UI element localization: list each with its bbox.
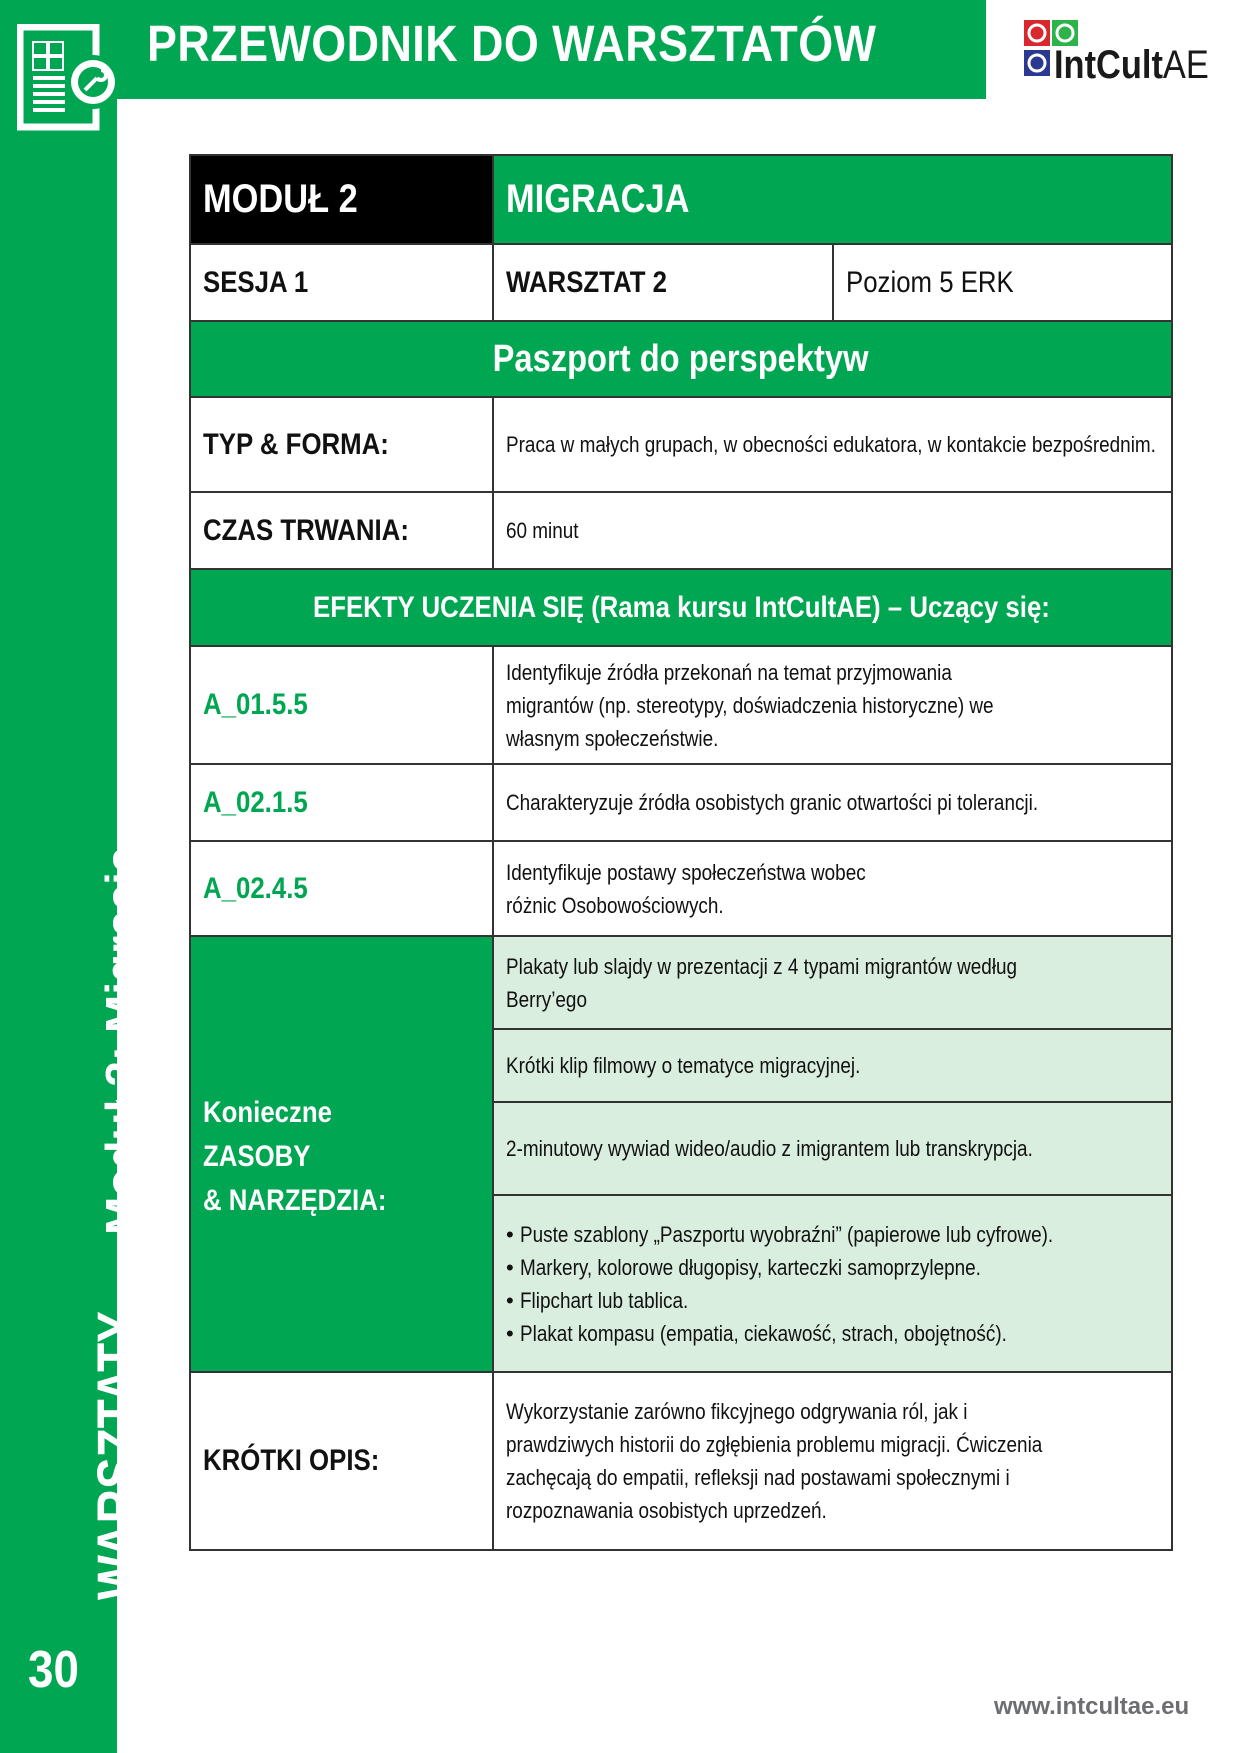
outcomes-header: EFEKTY UCZENIA SIĘ (Rama kursu IntCultAE) – Uczący się: (312, 590, 1050, 624)
resource-item-cell (493, 936, 1172, 1029)
resource-bullet-text: Puste szablony „Paszportu wyobraźni” (papierowe lub cyfrowe). (519, 1221, 1053, 1247)
resource-bullet (506, 1284, 1159, 1317)
page-header-title: PRZEWODNIK DO WARSZTATÓW (147, 15, 877, 72)
resource-bullet-list (506, 1218, 1159, 1350)
outcome-text-cell (493, 764, 1172, 841)
document-gear-icon (17, 24, 127, 134)
outcome-row (190, 764, 1172, 841)
level-cell (833, 244, 1172, 321)
outcome-code: A_02.1.5 (203, 785, 308, 819)
resource-row (190, 936, 1172, 1029)
workshop-cell (493, 244, 833, 321)
resource-item: 2-minutowy wywiad wideo/audio z imigrantem lub transkrypcja. (506, 1136, 1033, 1161)
outcomes-header-row (190, 569, 1172, 646)
workshop-title-row (190, 321, 1172, 397)
resources-label-line: & NARZĘDZIA: (203, 1184, 387, 1217)
resources-label-line: ZASOBY (203, 1140, 311, 1173)
resource-item: Krótki klip filmowy o tematyce migracyjnej. (506, 1053, 861, 1078)
workshop-title: Paszport do perspektyw (493, 337, 869, 380)
outcome-row (190, 841, 1172, 936)
type-value-cell (493, 397, 1172, 492)
type-label: TYP & FORMA: (203, 427, 389, 461)
resource-item: Plakaty lub slajdy w prezentacji z 4 typami migrantów według Berry’ego (506, 953, 1018, 1012)
resource-bullet-text: Plakat kompasu (empatia, ciekawość, strach, obojętność). (519, 1320, 1007, 1346)
logo-light-text: AE (1162, 43, 1209, 87)
outcome-text-cell (493, 841, 1172, 936)
description-value-cell (493, 1372, 1172, 1550)
outcome-code: A_02.4.5 (203, 871, 308, 905)
description-label: KRÓTKI OPIS: (203, 1444, 380, 1477)
resource-bullet (506, 1317, 1159, 1350)
outcomes-header-cell (190, 569, 1172, 646)
module-row (190, 155, 1172, 244)
outcome-text: Identyfikuje źródła przekonań na temat przyjmowania migrantów (np. stereotypy, doświadczenia historyczne) we własnym społeczeństwie. (506, 659, 994, 751)
description-row (190, 1372, 1172, 1550)
resource-item-cell (493, 1102, 1172, 1195)
sidebar-section-bold: WARSZTATY (86, 1311, 151, 1600)
outcome-text-cell (493, 646, 1172, 764)
type-value: Praca w małych grupach, w obecności edukatora, w kontakcie bezpośrednim. (506, 432, 1156, 457)
resource-bullet (506, 1251, 1159, 1284)
resource-bullet-text: Flipchart lub tablica. (519, 1287, 689, 1313)
duration-label: CZAS TRWANIA: (203, 513, 409, 547)
resource-bullet (506, 1218, 1159, 1251)
type-row (190, 397, 1172, 492)
workshop-label: WARSZTAT 2 (506, 265, 668, 299)
duration-value-cell (493, 492, 1172, 569)
resource-item-cell (493, 1029, 1172, 1102)
level-label: Poziom 5 ERK (846, 265, 1014, 299)
session-cell (190, 244, 493, 321)
logo-bold-text: IntCult (1054, 43, 1163, 87)
workshop-table (189, 154, 1173, 1551)
duration-value: 60 minut (506, 518, 579, 543)
outcome-code: A_01.5.5 (203, 688, 308, 721)
resources-label-line: Konieczne (203, 1096, 333, 1129)
module-label-cell (190, 155, 493, 244)
outcome-row (190, 646, 1172, 764)
outcome-text: Identyfikuje postawy społeczeństwa wobec różnic Osobowościowych. (506, 859, 866, 918)
outcome-text: Charakteryzuje źródła osobistych granic otwartości pi tolerancji. (506, 790, 1039, 815)
logo-wordmark (1054, 45, 1209, 85)
type-label-cell (190, 397, 493, 492)
resources-label-cell (190, 936, 493, 1372)
outcome-code-cell (190, 764, 493, 841)
session-row (190, 244, 1172, 321)
description-value: Wykorzystanie zarówno fikcyjnego odgrywania ról, jak i prawdziwych historii do zgłębienia problemu migracji. Ćwiczenia zachęcają do empatii, refleksji nad postawami społecznymi i rozpoznawania osobistych uprzedzeń. (506, 1399, 1043, 1523)
duration-label-cell (190, 492, 493, 569)
session-label: SESJA 1 (203, 265, 309, 299)
module-title-cell (493, 155, 1172, 244)
sidebar-section-rest: Moduł 2: Migracja (96, 846, 148, 1248)
duration-row (190, 492, 1172, 569)
page-number: 30 (28, 1641, 79, 1699)
outcome-code-cell (190, 841, 493, 936)
resource-bullet-text: Markery, kolorowe długopisy, karteczki samoprzylepne. (519, 1254, 981, 1280)
resources-label (203, 1085, 480, 1223)
sidebar-section-title (85, 846, 152, 1600)
module-title: MIGRACJA (506, 177, 690, 221)
footer-url[interactable]: www.intcultae.eu (994, 1693, 1190, 1720)
workshop-title-cell (190, 321, 1172, 397)
outcome-code-cell (190, 646, 493, 764)
resource-bullets-cell (493, 1195, 1172, 1372)
module-label: MODUŁ 2 (203, 177, 358, 221)
description-label-cell (190, 1372, 493, 1550)
